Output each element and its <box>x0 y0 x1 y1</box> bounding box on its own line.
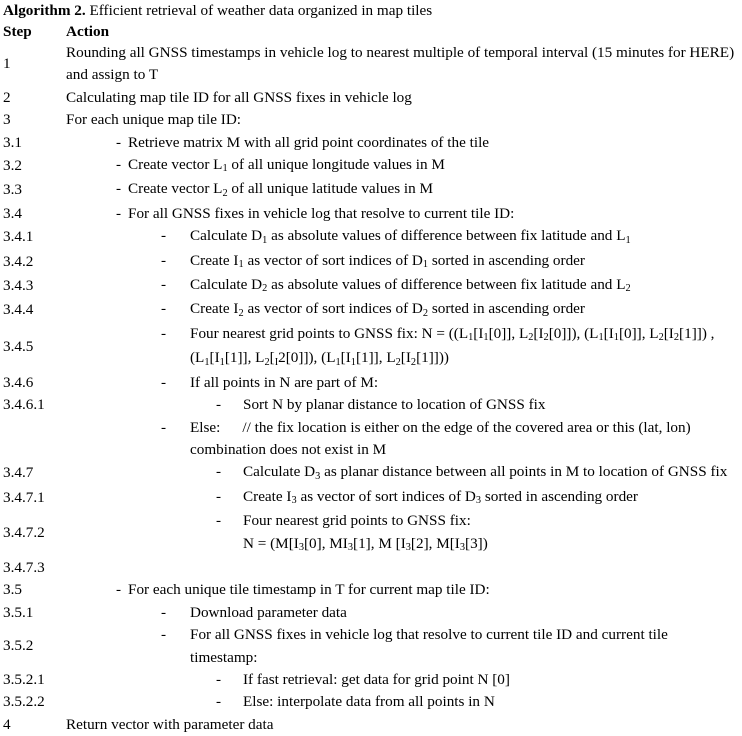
bullet-dash-icon: - <box>161 300 167 318</box>
step-action-text: Rounding all GNSS timestamps in vehicle log to nearest multiple of temporal interval (15 minutes for HERE) and assign to T <box>66 44 735 84</box>
table-row <box>0 178 742 202</box>
step-number: 3.5.2.1 <box>3 670 45 688</box>
bullet-dash-icon: - <box>116 204 122 222</box>
step-action-text: For each unique map tile ID: <box>66 111 242 129</box>
step-action <box>66 510 742 557</box>
step-action-text: For all GNSS fixes in vehicle log that resolve to current tile ID: <box>128 204 515 222</box>
step-number: 3.5.2 <box>3 637 34 655</box>
step-action <box>66 323 742 372</box>
step-action <box>66 417 742 462</box>
step-action-text: Sort N by planar distance to location of GNSS fix <box>243 396 546 414</box>
algorithm-caption <box>3 1 729 21</box>
step-number: 3.5.1 <box>3 603 34 621</box>
step-action-text: Calculate $D_3$ as planar distance between all points in M to location of GNSS fix <box>243 463 728 482</box>
bullet-dash-icon: - <box>161 603 167 621</box>
step-action <box>66 669 742 691</box>
step-action-text: Retrieve matrix M with all grid point coordinates of the tile <box>128 133 490 151</box>
step-action-text: Four nearest grid points to GNSS fix: $N = (M[I_3[0]$, $MI_3[1]$, M [$I_3[2]$, $M[I_3[3])$ <box>243 512 488 553</box>
table-row <box>0 109 742 131</box>
table-row <box>0 203 742 225</box>
table-row <box>0 42 742 87</box>
bullet-dash-icon: - <box>116 581 122 599</box>
bullet-dash-icon: - <box>116 133 122 151</box>
bullet-dash-icon: - <box>216 487 222 505</box>
bullet-dash-icon: - <box>216 693 222 711</box>
step-action <box>66 691 742 713</box>
step-action-text: If fast retrieval: get data for grid point N [0] <box>243 670 510 688</box>
table-row <box>0 486 742 510</box>
table-row <box>0 557 742 579</box>
step-action-text: Download parameter data <box>190 603 347 621</box>
step-action <box>66 154 742 178</box>
step-number: 3.4.7.2 <box>3 524 45 542</box>
step-number: 3.4.7.1 <box>3 488 45 506</box>
algorithm-table-body <box>0 21 742 736</box>
step-action <box>66 486 742 510</box>
step-number: 3.5 <box>3 581 22 599</box>
step-number: 3.4.4 <box>3 301 34 319</box>
step-action-text: Create $I_3$ as vector of sort indices of $D_3$ sorted in ascending order <box>243 487 638 506</box>
table-row <box>0 274 742 298</box>
step-action <box>66 298 742 322</box>
step-action-text: Calculate $D_1$ as absolute values of difference between fix latitude and $L_1$ <box>190 227 631 246</box>
table-row <box>0 225 742 249</box>
table-row <box>0 461 742 485</box>
step-number: 3.4.6 <box>3 373 34 391</box>
bullet-dash-icon: - <box>216 512 222 530</box>
step-action-text: Calculating map tile ID for all GNSS fixes in vehicle log <box>66 88 412 106</box>
table-row <box>0 298 742 322</box>
bullet-dash-icon: - <box>116 156 122 174</box>
step-action <box>66 624 742 669</box>
bullet-dash-icon: - <box>216 670 222 688</box>
step-action-text <box>243 557 736 579</box>
table-row <box>0 132 742 154</box>
table-row <box>0 87 742 109</box>
bullet-dash-icon: - <box>161 626 167 644</box>
step-action-text: For each unique tile timestamp in T for current map tile ID: <box>128 581 490 599</box>
step-action-text: Create $I_2$ as vector of sort indices of $D_2$ sorted in ascending order <box>190 300 585 319</box>
step-number: 3.4.1 <box>3 228 34 246</box>
step-number: 3.3 <box>3 181 22 199</box>
column-header-step: Step <box>3 23 32 40</box>
step-number: 1 <box>3 55 11 73</box>
table-row <box>0 154 742 178</box>
algorithm-caption-label: Algorithm 2. <box>3 2 86 19</box>
step-number: 3.4.6.1 <box>3 396 45 414</box>
table-row <box>0 602 742 624</box>
bullet-dash-icon: - <box>216 463 222 481</box>
bullet-dash-icon: - <box>161 251 167 269</box>
step-action-text: Else: // the fix location is either on the edge of the covered area or this (lat, lon) combination does not exist in M <box>190 418 691 458</box>
bullet-dash-icon: - <box>161 227 167 245</box>
step-action <box>66 42 742 87</box>
step-number: 3.4 <box>3 204 22 222</box>
step-action <box>66 557 742 579</box>
step-number: 3.2 <box>3 157 22 175</box>
step-action-text: Else: interpolate data from all points in N <box>243 693 495 711</box>
table-header-row <box>0 21 742 42</box>
step-action <box>66 203 742 225</box>
step-action-text: Create $I_1$ as vector of sort indices of $D_1$ sorted in ascending order <box>190 251 585 270</box>
algorithm-table <box>0 21 742 736</box>
step-number: 3 <box>3 111 11 129</box>
step-action <box>66 461 742 485</box>
step-action <box>66 579 742 601</box>
bullet-dash-icon: - <box>116 180 122 198</box>
step-action-text: Return vector with parameter data <box>66 715 274 733</box>
step-action <box>66 274 742 298</box>
table-row <box>0 417 742 462</box>
table-row <box>0 624 742 669</box>
step-number: 3.5.2.2 <box>3 693 45 711</box>
bullet-dash-icon: - <box>161 324 167 342</box>
step-number: 3.1 <box>3 133 22 151</box>
step-action <box>66 178 742 202</box>
table-row <box>0 323 742 372</box>
step-action <box>66 714 742 736</box>
step-action <box>66 372 742 394</box>
step-action <box>66 225 742 249</box>
bullet-dash-icon: - <box>216 396 222 414</box>
table-row <box>0 250 742 274</box>
table-row <box>0 691 742 713</box>
table-row <box>0 510 742 557</box>
step-action-text: Create vector $L_2$ of all unique latitude values in M <box>128 180 434 199</box>
bullet-dash-icon: - <box>161 418 167 436</box>
step-action <box>66 109 742 131</box>
step-action <box>66 132 742 154</box>
step-action-text: Calculate $D_2$ as absolute values of difference between fix latitude and $L_2$ <box>190 276 631 295</box>
algorithm-caption-text: Efficient retrieval of weather data organized in map tiles <box>85 2 433 19</box>
table-row <box>0 372 742 394</box>
step-number: 4 <box>3 715 11 733</box>
column-header-action: Action <box>66 23 110 40</box>
step-number: 3.4.3 <box>3 277 34 295</box>
step-number: 3.4.2 <box>3 252 34 270</box>
step-action-text: For all GNSS fixes in vehicle log that resolve to current tile ID and current tile timestamp: <box>190 626 668 666</box>
table-row <box>0 669 742 691</box>
step-action <box>66 602 742 624</box>
step-number: 2 <box>3 88 11 106</box>
step-action-text: Four nearest grid points to GNSS fix: $N = ((L_1[I_1[0]]$, $L_2[I_2[0]]$), ($L_1[I_1[0]]$, $L_2[I_2[1]]$) , ($L_1[I_1[1]]$, $L_2[_I2[0]]$), ($L_1[I_1[1]]$, $L_2[I_2[1]]$)) <box>190 324 715 368</box>
table-row <box>0 579 742 601</box>
step-action <box>66 250 742 274</box>
step-number: 3.4.7 <box>3 464 34 482</box>
bullet-dash-icon: - <box>161 373 167 391</box>
step-number <box>0 417 66 462</box>
table-row <box>0 394 742 416</box>
bullet-dash-icon: - <box>161 276 167 294</box>
step-action-text: If all points in N are part of M: <box>190 373 379 391</box>
step-number: 3.4.5 <box>3 338 34 356</box>
step-action-text: Create vector $L_1$ of all unique longitude values in M <box>128 156 445 175</box>
table-row <box>0 714 742 736</box>
step-action <box>66 394 742 416</box>
step-action <box>66 87 742 109</box>
step-number: 3.4.7.3 <box>3 558 45 576</box>
